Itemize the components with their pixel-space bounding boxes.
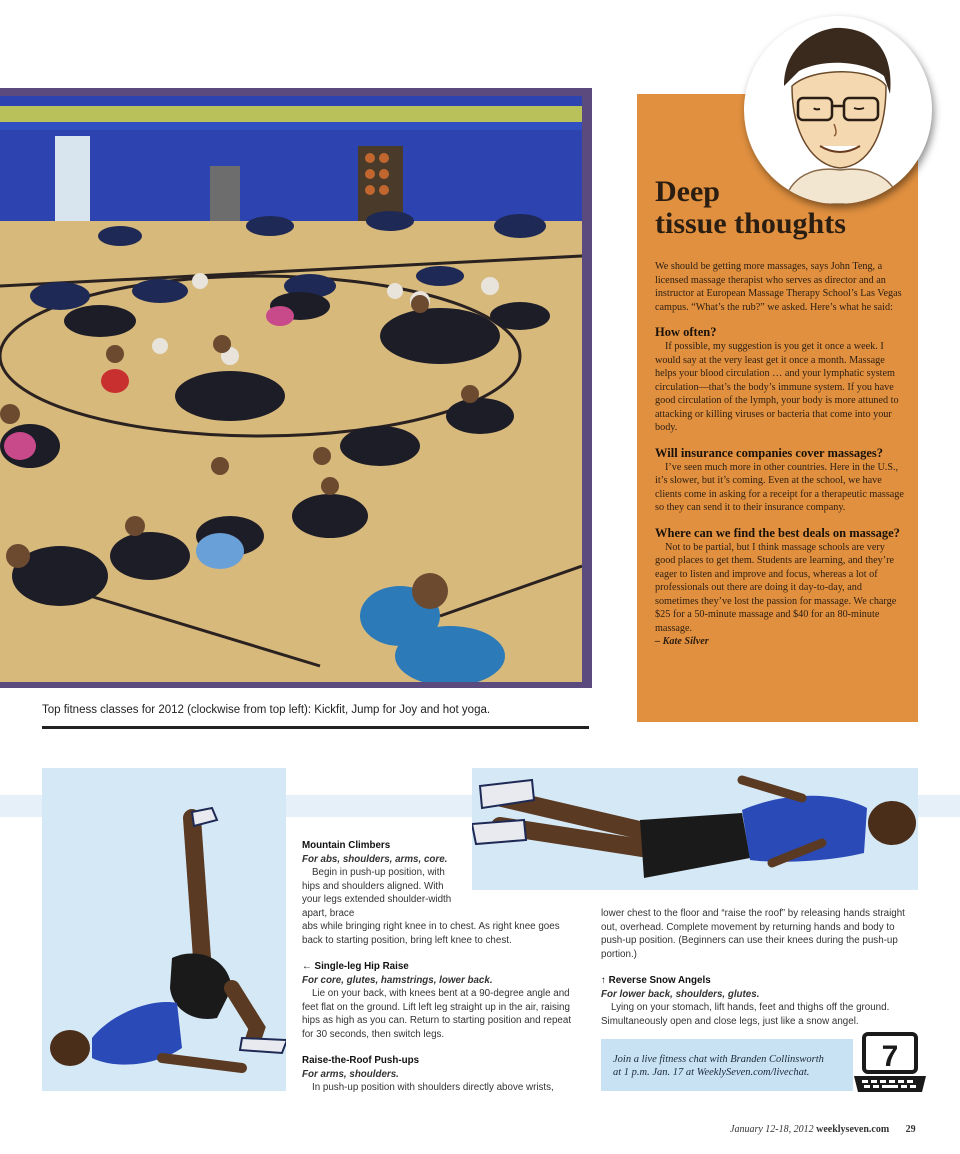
snow-angels-text: Lying on your stomach, lift hands, feet and thighs off the ground. Simultaneously open and close legs, just like a snow angel. xyxy=(601,1002,890,1027)
hip-raise-photo xyxy=(42,768,286,1091)
answer-insurance: I’ve seen much more in other countries. Here in the U.S., it’s slower, but it’s coming. Even at the school, we have clients come in asking for a receipt for a therapeutic massage so they can send it to their insurance company. xyxy=(655,461,904,513)
pushup-title: Raise-the-Roof Push-ups xyxy=(302,1055,420,1066)
laptop-seven-icon xyxy=(852,1032,928,1096)
question-best-deals: Where can we find the best deals on massage? xyxy=(655,525,900,540)
mountain-climbers-text-b: abs while bringing right knee in to chest. As right knee goes back to starting position, bring left knee to chest. xyxy=(302,921,560,946)
left-arrow-icon: ← xyxy=(302,961,312,972)
snow-angel-photo xyxy=(472,768,918,890)
logo-number: 7 xyxy=(881,1040,899,1073)
mountain-climbers-text-a: Begin in push-up position, with hips and shoulders aligned. With your legs extended shoulder-width apart, brace xyxy=(302,867,452,919)
pushup-text-continued: lower chest to the floor and “raise the roof” by releasing hands straight out, overhead. Complete movement by returning hands and body to push-up position. (Beginners can use their knees during the push-up portion.) xyxy=(601,908,905,960)
pushup-block xyxy=(302,1054,584,1095)
footer-date: January 12-18, 2012 xyxy=(730,1124,814,1135)
answer-best-deals: Not to be partial, but I think massage schools are very good places to get them. Students are learning, and they’re eager to listen and improve and focus, whereas a lot of professionals out there are doing it day-to-day, and sometimes they’ve lost the passion for massage. We charge $25 for a 50-minute massage and $40 for an 80-minute massage. xyxy=(655,541,897,634)
live-chat-text xyxy=(613,1053,849,1079)
mountain-climbers-target: For abs, shoulders, arms, core. xyxy=(302,853,448,865)
sidebar-title-line1: Deep xyxy=(655,175,720,208)
hip-raise-block xyxy=(302,960,584,1041)
live-chat-line1: Join a live fitness chat with Branden Collinsworth xyxy=(613,1054,824,1065)
man-portrait-icon xyxy=(744,16,932,204)
snow-angels-title: Reverse Snow Angels xyxy=(608,975,711,986)
gym-illustration xyxy=(0,96,582,682)
hip-raise-figure xyxy=(42,768,286,1091)
photo-caption: Top fitness classes for 2012 (clockwise from top left): Kickfit, Jump for Joy and hot yoga. xyxy=(42,704,491,716)
up-arrow-icon: ↑ xyxy=(601,975,606,986)
gym-scene xyxy=(0,96,582,682)
page-footer xyxy=(730,1124,916,1135)
answer-how-often: If possible, my suggestion is you get it once a week. I would say at the very least get it once a month. Massage helps your blood circulation … and your lymphatic system circulation—that’s the body’s immune system. If you have good circulation of the lymph, your body is more attuned to attacking or killing viruses or bacteria that come into your body. xyxy=(655,341,899,433)
question-how-often: How often? xyxy=(655,325,717,339)
hip-raise-text: Lie on your back, with knees bent at a 90-degree angle and feet flat on the ground. Lift left leg straight up in the air, raising hips as high as you can. Return to starting position and repeat for 30 seconds, then switch legs. xyxy=(302,988,572,1040)
gym-photo xyxy=(0,88,592,688)
pushup-text: In push-up position with shoulders directly above wrists, xyxy=(312,1082,554,1093)
sidebar-body xyxy=(655,260,905,649)
question-insurance: Will insurance companies cover massages? xyxy=(655,445,884,460)
sidebar-intro: We should be getting more massages, says John Teng, a licensed massage therapist who serves as director and an instructor at European Massage Therapy School’s Las Vegas campus. “What’s the rub?” we asked. Here’s what he said: xyxy=(655,261,902,313)
snow-angel-figure xyxy=(472,768,918,890)
page-number: 29 xyxy=(905,1124,916,1135)
sidebar-title-line2: tissue thoughts xyxy=(655,207,846,240)
laptop-logo xyxy=(852,1032,928,1096)
live-chat-line2[interactable]: at 1 p.m. Jan. 17 at WeeklySeven.com/livechat. xyxy=(613,1067,810,1078)
portrait-illustration xyxy=(744,16,932,204)
caption-divider xyxy=(42,726,589,729)
snow-angels-target: For lower back, shoulders, glutes. xyxy=(601,988,760,1000)
byline: – Kate Silver xyxy=(655,636,709,647)
hip-raise-title: Single-leg Hip Raise xyxy=(314,961,409,972)
pushup-target: For arms, shoulders. xyxy=(302,1068,399,1080)
mountain-climbers-title: Mountain Climbers xyxy=(302,840,391,851)
hip-raise-target: For core, glutes, hamstrings, lower back. xyxy=(302,974,493,986)
mountain-climbers-block xyxy=(302,839,462,920)
footer-site: weeklyseven.com xyxy=(816,1124,890,1135)
live-chat-promo xyxy=(601,1039,853,1091)
snow-angels-block xyxy=(601,974,916,1028)
